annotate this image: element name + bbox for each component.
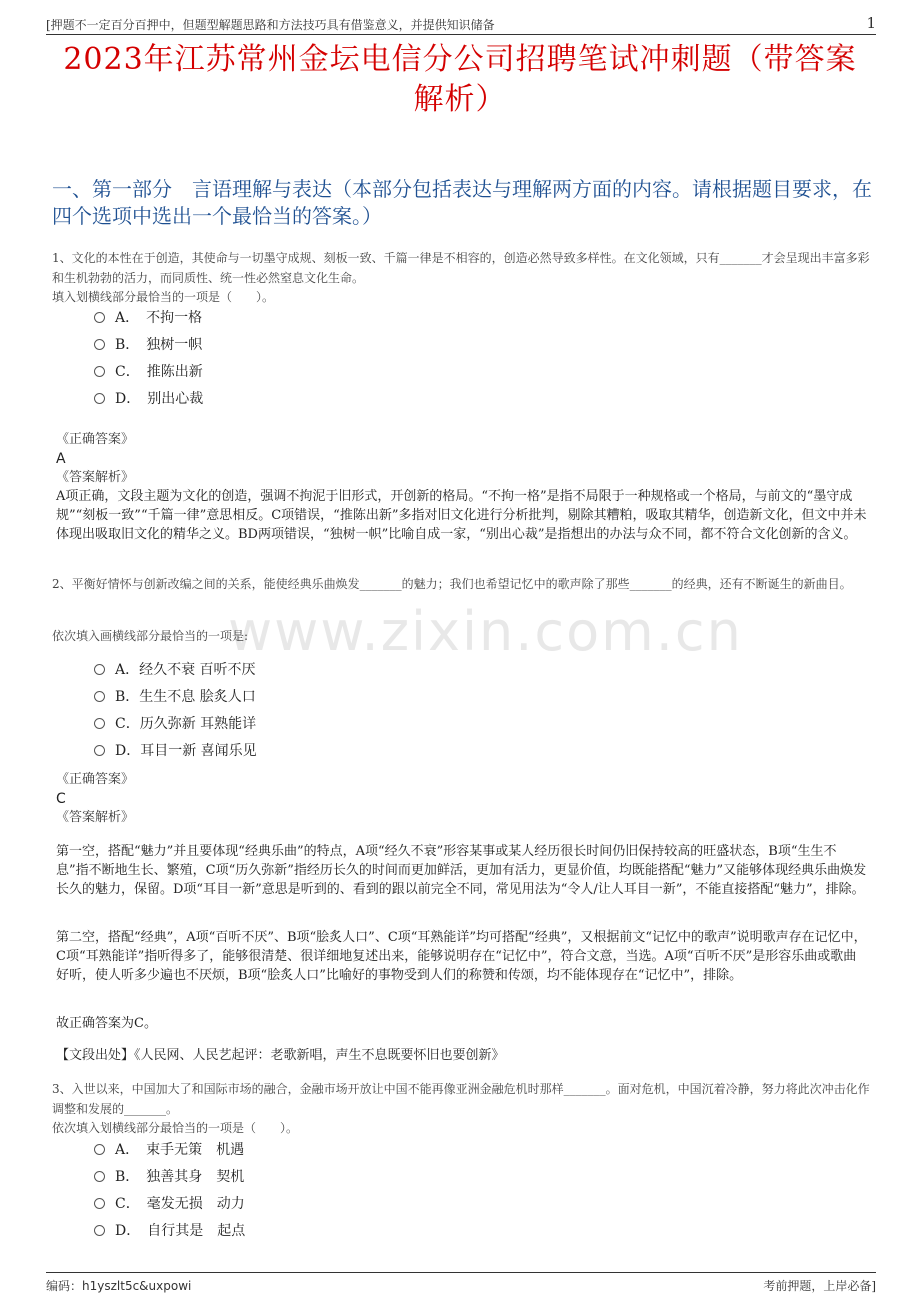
header-note: [押题不一定百分百押中，但题型解题思路和方法技巧具有借鉴意义，并提供知识储备	[46, 18, 495, 32]
page-footer	[46, 1272, 876, 1293]
radio-icon[interactable]	[94, 312, 105, 323]
section-heading: 一、第一部分 言语理解与表达（本部分包括表达与理解两方面的内容。请根据题目要求，在四个选项中选出一个最恰当的答案。）	[52, 177, 872, 228]
q3-stem: 3、入世以来，中国加大了和国际市场的融合，金融市场开放让中国不能再像亚洲金融危机时那样_______。面对危机，中国沉着冷静，努力将此次冲击化作调整和发展的_______。	[52, 1082, 870, 1116]
q1-analysis-label: 《答案解析》	[56, 470, 135, 485]
q2-option-a[interactable]: A．经久不衰 百听不厌	[94, 660, 256, 680]
q3-option-c[interactable]: C． 毫发无损 动力	[94, 1194, 245, 1214]
q2-option-c[interactable]: C．历久弥新 耳熟能详	[94, 714, 256, 734]
q2-answer: C	[56, 791, 66, 807]
q2-option-b[interactable]: B．生生不息 脍炙人口	[94, 687, 256, 707]
q2-conclusion: 故正确答案为C。	[56, 1016, 157, 1031]
radio-icon[interactable]	[94, 1144, 105, 1155]
radio-icon[interactable]	[94, 339, 105, 350]
footer-code: 编码：h1yszlt5c&uxpowi	[46, 1279, 192, 1293]
q1-analysis: A项正确，文段主题为文化的创造，强调不拘泥于旧形式，开创新的格局。“不拘一格”是指不局限于一种规格或一个格局，与前文的“墨守成规”“刻板一致”“千篇一律”意思相反。C项错误，“推陈出新”多指对旧文化进行分析批判，剔除其糟粕，吸取其精华，创造新文化，但文中并未体现出吸取旧文化的精华之义。BD两项错误，“独树一帜”比喻自成一家，“别出心裁”是指想出的办法与众不同，都不符合文化创新的含义。	[56, 489, 867, 542]
q2-analysis-p1: 第一空，搭配“魅力”并且要体现“经典乐曲”的特点，A项“经久不衰”形容某事或某人经历很长时间仍旧保持较高的旺盛状态，B项“生生不息”指不断地生长、繁殖，C项“历久弥新”指经历长久的时间而更加鲜活，更加有活力，更显价值，均既能搭配“魅力”又能够体现经典乐曲焕发长久的魅力，保留。D项“耳目一新”意思是听到的、看到的跟以前完全不同，常见用法为“令人/让人耳目一新”，不能直接搭配“魅力”，排除。	[56, 844, 867, 897]
page-number: 1	[866, 14, 876, 32]
q1-prompt: 填入划横线部分最恰当的一项是（ ）。	[52, 290, 275, 304]
radio-icon[interactable]	[94, 366, 105, 377]
q1-answer-label: 《正确答案》	[56, 432, 135, 447]
q2-option-d[interactable]: D．耳目一新 喜闻乐见	[94, 741, 257, 761]
q3-option-d[interactable]: D． 自行其是 起点	[94, 1221, 245, 1241]
watermark: www.zixin.com.cn	[228, 600, 743, 663]
radio-icon[interactable]	[94, 691, 105, 702]
page-header	[46, 14, 876, 35]
radio-icon[interactable]	[94, 1171, 105, 1182]
q2-answer-label: 《正确答案》	[56, 772, 135, 787]
q2-source: 【文段出处】《人民网、人民艺起评：老歌新唱，声生不息既要怀旧也要创新》	[56, 1048, 505, 1063]
q3-option-a[interactable]: A． 束手无策 机遇	[94, 1140, 244, 1160]
radio-icon[interactable]	[94, 393, 105, 404]
q1-answer: A	[56, 451, 66, 467]
q2-stem: 2、平衡好情怀与创新改编之间的关系，能使经典乐曲焕发_______的魅力；我们也希望记忆中的歌声除了那些_______的经典，还有不断诞生的新曲目。	[52, 577, 852, 591]
q1-stem: 1、文化的本性在于创造，其使命与一切墨守成规、刻板一致、千篇一律是不相容的，创造必然导致多样性。在文化领域，只有_______才会呈现出丰富多彩和生机勃勃的活力，而同质性、统一性必然窒息文化生命。	[52, 251, 870, 285]
document-title: 2023年江苏常州金坛电信分公司招聘笔试冲刺题（带答案解析）	[63, 42, 857, 117]
q1-option-d[interactable]: D． 别出心裁	[94, 389, 203, 409]
radio-icon[interactable]	[94, 1225, 105, 1236]
q2-analysis-label: 《答案解析》	[56, 810, 135, 825]
q2-analysis-p2: 第二空，搭配“经典”，A项“百听不厌”、B项“脍炙人口”、C项“耳熟能详”均可搭配“经典”，又根据前文“记忆中的歌声”说明歌声存在记忆中，C项“耳熟能详”指听得多了，能够很清楚、很详细地复述出来，能够说明存在“记忆中”，符合文意，当选。A项“百听不厌”是形容乐曲或歌曲好听，使人听多少遍也不厌烦，B项“脍炙人口”比喻好的事物受到人们的称赞和传颂，均不能体现存在“记忆中”，排除。	[56, 930, 867, 983]
q1-option-b[interactable]: B． 独树一帜	[94, 335, 202, 355]
radio-icon[interactable]	[94, 1198, 105, 1209]
q3-option-b[interactable]: B． 独善其身 契机	[94, 1167, 244, 1187]
q2-prompt: 依次填入画横线部分最恰当的一项是:	[52, 629, 249, 643]
q3-prompt: 依次填入划横线部分最恰当的一项是（ ）。	[52, 1121, 299, 1135]
radio-icon[interactable]	[94, 664, 105, 675]
radio-icon[interactable]	[94, 718, 105, 729]
q1-option-c[interactable]: C． 推陈出新	[94, 362, 203, 382]
radio-icon[interactable]	[94, 745, 105, 756]
footer-slogan: 考前押题，上岸必备]	[763, 1279, 876, 1293]
q1-option-a[interactable]: A． 不拘一格	[94, 308, 202, 328]
